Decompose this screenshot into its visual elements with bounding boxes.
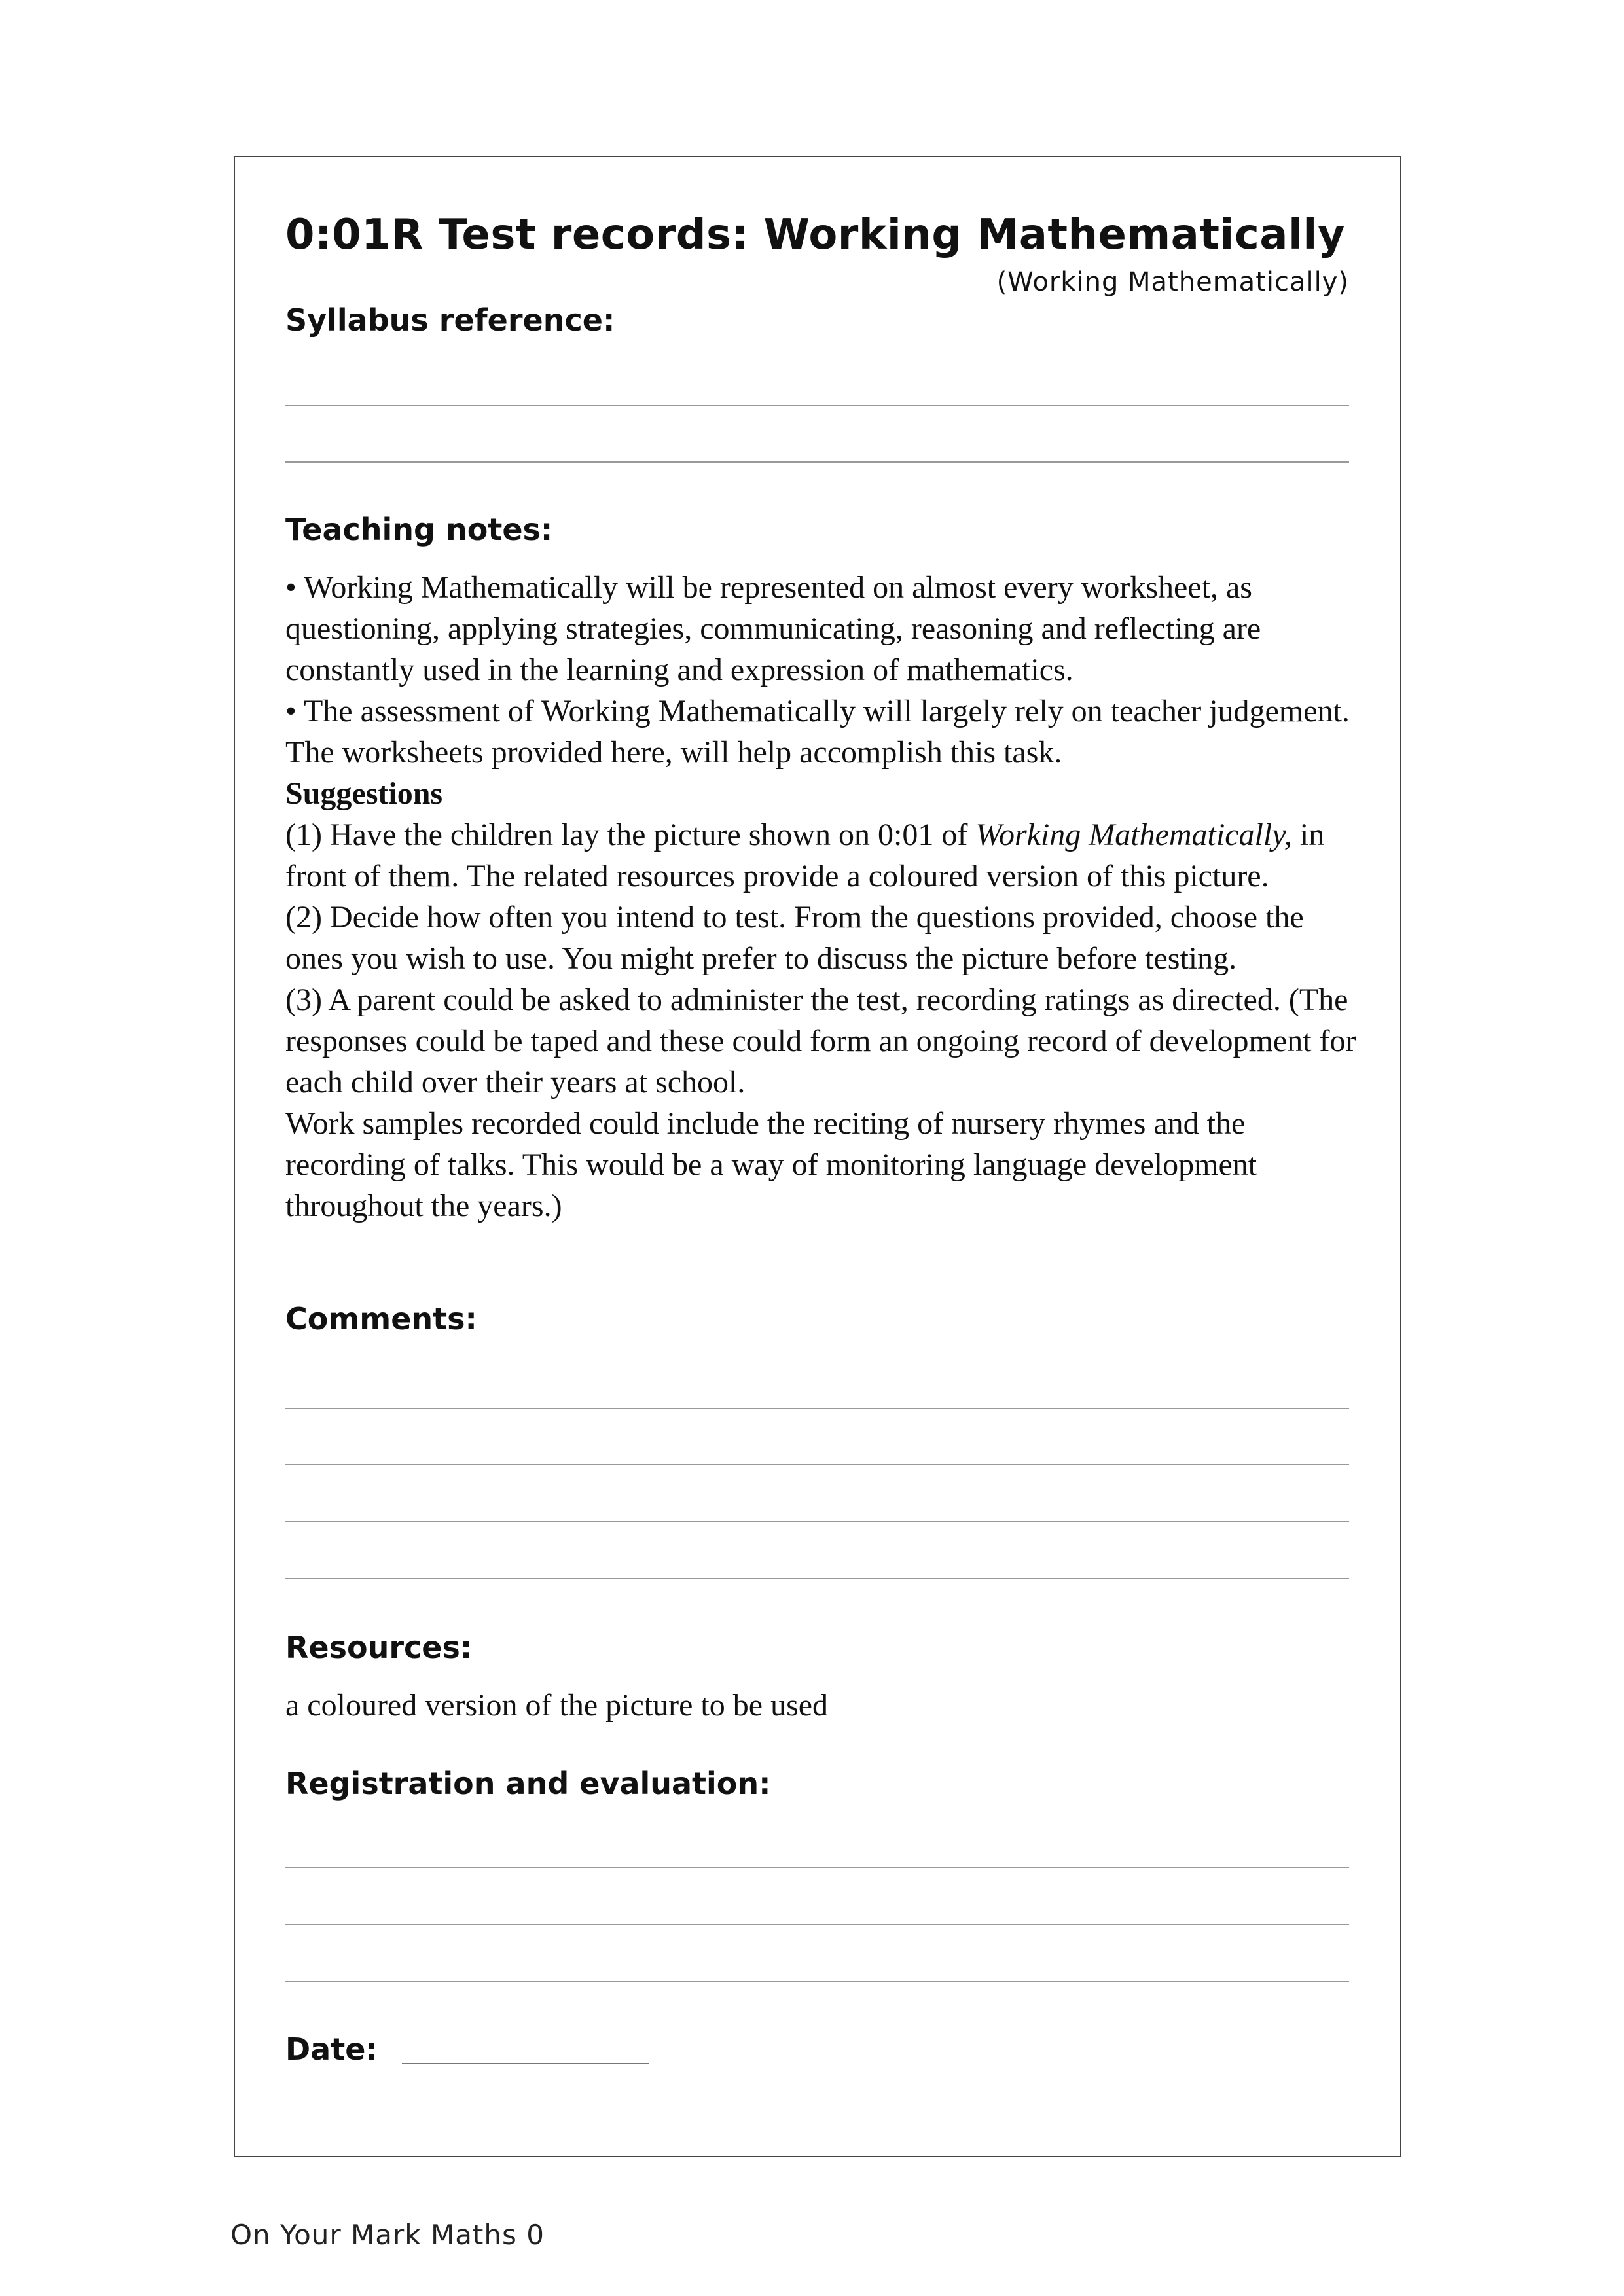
comments-line-2 (285, 1464, 1349, 1465)
comments-label: Comments: (285, 1301, 477, 1336)
suggestion-4: Work samples recorded could include the reciting of nursery rhymes and the recording of talks. This would be a way of monitoring language development throughout the years.) (285, 1106, 1257, 1223)
resources-text: a coloured version of the picture to be used (285, 1688, 829, 1723)
registration-line-3 (285, 1981, 1349, 1982)
resources-label: Resources: (285, 1630, 473, 1665)
registration-line-2 (285, 1924, 1349, 1925)
syllabus-line-1 (285, 405, 1349, 406)
teaching-notes-body (285, 567, 1359, 1227)
registration-line-1 (285, 1867, 1349, 1868)
comments-line-4 (285, 1578, 1349, 1579)
comments-line-1 (285, 1408, 1349, 1409)
comments-line-3 (285, 1521, 1349, 1522)
syllabus-line-2 (285, 461, 1349, 463)
note-bullet-2: • The assessment of Working Mathematically will largely rely on teacher judgement. The worksheets provided here, will help accomplish this task. (285, 694, 1350, 770)
suggestion-1 (285, 814, 1359, 897)
syllabus-reference-label: Syllabus reference: (285, 302, 615, 338)
page-subtitle: (Working Mathematically) (996, 267, 1349, 297)
suggestion-3: (3) A parent could be asked to administer the test, recording ratings as directed. (The responses could be taped and these could form an ongoing record of development for each child over their years at school. (285, 982, 1356, 1100)
date-input-line (402, 2063, 649, 2064)
suggestion-1-start: (1) Have the children lay the picture shown on 0:01 of (285, 817, 976, 852)
suggestion-2: (2) Decide how often you intend to test. From the questions provided, choose the ones you wish to use. You might prefer to discuss the picture before testing. (285, 900, 1304, 976)
suggestion-1-end: in front of them. The related resources provide a coloured version of this picture. (285, 817, 1325, 893)
registration-evaluation-label: Registration and evaluation: (285, 1766, 771, 1801)
page-title: 0:01R Test records: Working Mathematically (285, 211, 1346, 259)
footer-text: On Your Mark Maths 0 (230, 2219, 545, 2251)
suggestions-heading: Suggestions (285, 776, 443, 811)
note-bullet-1: • Working Mathematically will be represented on almost every worksheet, as questioning, applying strategies, communicating, reasoning and reflecting are constantly used in the learning and expression of mathematics. (285, 570, 1261, 687)
teaching-notes-label: Teaching notes: (285, 512, 553, 547)
suggestion-1-italic: Working Mathematically, (975, 817, 1292, 852)
date-label: Date: (285, 2032, 378, 2067)
